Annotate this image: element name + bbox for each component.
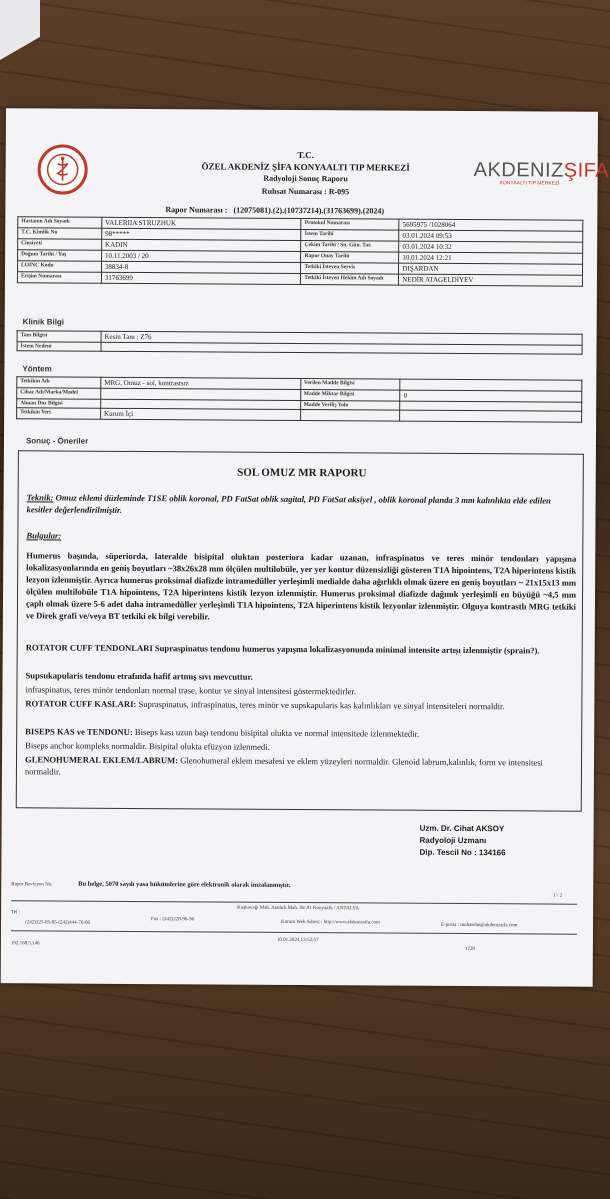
cell-label: Tanı Bilgisi — [17, 331, 101, 343]
biceps-label: BISEPS KAS ve TENDONU: — [25, 726, 133, 737]
exam-location: Kurum İçi — [101, 408, 301, 420]
cell-label: Protokol Numarası — [301, 218, 399, 230]
e-signature-notice: Bu belge, 5070 sayılı yasa hükümlerine göre elektronik olarak imzalanmıştır. — [78, 880, 291, 889]
cell-label: İstem Nedeni — [17, 342, 101, 352]
signature-block — [419, 823, 505, 860]
approval-date: 10.01.2024 12:21 — [399, 252, 583, 264]
footer-divider — [11, 900, 577, 904]
printed-date: 10.01.2024 13:52:57 — [276, 937, 319, 944]
background-paper — [0, 0, 40, 60]
method-table — [16, 376, 582, 422]
page-number: 1 / 2 — [553, 893, 563, 899]
cell-label: Tetkikin Yeri — [17, 408, 101, 420]
result-box — [16, 450, 584, 811]
cell-label: Cihaz Adı/Marka/Model — [17, 388, 101, 400]
cell-label: Tetkiki İsteyen Servis — [301, 262, 399, 274]
cell-label: Çekim Tarihi / Sn. Gün. Tar. — [301, 240, 399, 252]
brand-subtitle: KONYAALTI TIP MERKEZİ — [499, 180, 560, 187]
report-document — [1, 108, 610, 987]
cell-label: Madde Miktar Bilgisi — [300, 389, 400, 401]
findings-text: Humerus başında, süperiorda, lateralde bisipital oluktan posteriora kadar uzanan, infraspinatus ve teres minör tendonları yapışma lokalizasyonlarında en geniş boyutları ~38x26x28 mm ölçülen multilobüle, yer yer kontur düzensizliği gösteren T1A hipointens, T2A hiperintens kistik lezyon izlenmiştir. Ayrıca humerus proksimal diafizde intramedüller yerleşimli medialde daha ağırlıklı olmak üzere en geniş boyutları ~ 21x15x13 mm ölçülen multilobüle T1A hipointens, T2A hiperintens kistik lezyon izlenmiştir. Humerus proksimal diafizde dağınık yerleşimli en büyüğü ~4,5 mm çaplı olmak üzere 5-6 adet daha intramedüller yerleşimli T1A hipointens, T2A hiperintens kistik lezyonlar izlenmiştir. Olguya kontrastlı MRG tetkiki ve Direk grafi ve/veya BT tetkiki ek bilgi verebilir. — [25, 550, 577, 622]
substance-amount: 0 — [400, 390, 582, 402]
license-label: Ruhsat Numarası : — [261, 186, 327, 197]
result-section-title: Sonuç - Öneriler — [25, 436, 89, 446]
gender: KADIN — [101, 239, 301, 251]
rotator-cuff-text: Supraspinatus tendonu humerus yapışma lokalizasyonunda minimal intensite artışı izlenmiştir (sprain?). — [154, 643, 540, 656]
biceps-text: Biseps kası uzun başı tendonu bisipital olukta ve normal intensitede izlenmektedir. — [134, 726, 420, 739]
cell-label: Cinsiyeti — [18, 239, 102, 251]
patient-info-table — [17, 216, 583, 286]
rotator-cuff-muscles — [25, 697, 575, 712]
revision-label: Rapor Revizyon No: — [11, 882, 53, 888]
tel-number: (242)325-05-05-(242)444-76-06 — [25, 920, 91, 926]
empty-cell — [400, 410, 582, 422]
cell-label — [300, 409, 400, 421]
cell-label: T.C. Kimlik No — [18, 228, 102, 240]
table-row — [17, 408, 582, 422]
table-row — [17, 272, 582, 286]
email-address: muhasebe@akdenizsifa.com — [460, 922, 518, 929]
ip-address: 192.168.5.146 — [10, 941, 40, 947]
infraspinatus-text: infraspinatus, teres minör tendonları normal trase, kontur ve sinyal intensitesi göstermektedirler. — [25, 684, 357, 697]
rotator-cuff-muscles-label: ROTATOR CUFF KASLARI: — [25, 698, 137, 709]
doctor-name: Uzm. Dr. Cihat AKSOY — [419, 823, 505, 834]
cell-label: İstem Tarihi — [301, 229, 399, 241]
clinical-info-title: Klinik Bilgi — [22, 317, 65, 327]
doctor-title: Radyoloji Uzmanı — [419, 835, 487, 846]
technique-text: Omuz eklemi düzleminde T1SE oblik koronal, PD FatSat oblik sagital, PD FatSat aksiyel , oblik koronal planda 3 mm kalınlıkta elde edilen kesitler değerlendirilmiştir. — [26, 492, 551, 515]
web-info: Kurum Web Adresi : http://www.akdenizsifa.com — [281, 919, 380, 926]
tel-label: Tel : — [11, 910, 21, 916]
ministry-title: T.C. — [297, 149, 314, 161]
cell-label: Erişim Numarası — [17, 272, 101, 284]
biceps-section — [25, 725, 575, 740]
request-reason-value — [101, 342, 582, 354]
rotator-cuff-muscles-text: Supraspinatus, infraspinatus, teres minör ve supskapularis kas kalınlıkları ve sinyal intensiteleri normaldir. — [138, 699, 505, 712]
loinc-code: 38834-8 — [101, 261, 301, 273]
protocol-number: 5695975 /1028064 — [399, 219, 583, 231]
diagnosis-value: Kesin Tanı : Z76 — [101, 331, 582, 345]
cell-label: Tetkiki İsteyen Hekim Adı Soyadı — [301, 273, 399, 285]
footer — [11, 880, 577, 890]
rotator-cuff-tendons — [26, 641, 576, 656]
technique-label: Teknik: — [26, 492, 54, 503]
subscapularis-text: Supsukapularis tendonu etrafında hafif artmış sıvı mevcuttur. — [25, 670, 253, 682]
license-value: R-095 — [328, 187, 350, 197]
clinical-info-table — [17, 330, 583, 354]
cell-label: Hastanın Adı Soyadı — [18, 217, 102, 229]
report-number-value: (12075081).(2).(10737214).(31763699).(2024) — [233, 205, 385, 216]
glenohumeral-section — [25, 753, 575, 780]
technique-paragraph — [27, 491, 577, 518]
web-address: http://www.akdenizsifa.com — [323, 920, 380, 926]
fax-number: (242)228-96-96 — [162, 917, 195, 923]
registration-number: Dip. Tescil No : 134166 — [419, 847, 506, 858]
cell-label: Alınan Doz Bilgisi — [17, 399, 101, 409]
report-title: SOL OMUZ MR RAPORU — [237, 466, 367, 480]
email-info: E-posta : muhasebe@akdenizsifa.com — [441, 922, 518, 929]
fax-info: Fax : (242)228-96-96 — [151, 917, 195, 923]
patient-name: VALERIIA STRUZHUK — [102, 217, 302, 229]
biceps-anchor-text: Biseps anchor kompleks normaldir. Bisipital olukta efüzyon izlenmedi. — [25, 740, 270, 752]
cell-label: Rapor Onay Tarihi — [301, 251, 399, 263]
cell-label: Madde Veriliş Yolu — [300, 400, 400, 410]
cell-label: Verilen Madde Bilgisi — [300, 378, 400, 390]
report-number — [165, 205, 384, 215]
brand-wordmark: AKDENIZŞIFA — [473, 159, 610, 182]
license-line — [125, 186, 485, 197]
footer-address: Kuşkavağı Mah. Atatürk Mah. No 81 Konyaaltı / ANTALYA — [237, 905, 360, 912]
rotator-cuff-label: ROTATOR CUFF TENDONLARI — [25, 642, 153, 654]
report-type: Radyoloji Sonuç Raporu — [263, 173, 348, 184]
method-title: Yöntem — [22, 364, 52, 374]
cell-label: LOINC Kodu — [18, 261, 102, 273]
exam-name: MRG, Omuz - sol, kontrastsız — [101, 377, 301, 389]
requesting-physician: NEDİR ATAGELDİYEV — [399, 274, 583, 286]
access-number: 31763699 — [101, 272, 301, 284]
footer-divider-2 — [11, 930, 577, 934]
cell-label: Doğum Tarihi / Yaş — [18, 250, 102, 262]
ministry-logo-icon — [37, 144, 87, 194]
glenohumeral-text: Glenohumeral eklem mesafesi ve eklem yüzeyleri normaldir. Glenoid labrum,kalınlık, form ve intensitesi normaldir. — [24, 755, 543, 777]
findings-label: Bulgular: — [26, 530, 62, 541]
cell-label: Tetkikin Adı — [17, 377, 101, 389]
id-number: 98***** — [102, 228, 302, 240]
glenohumeral-label: GLENOHUMERAL EKLEM/LABRUM: — [24, 754, 179, 766]
hospital-name: ÖZEL AKDENİZ ŞİFA KONYAALTI TIP MERKEZİ — [201, 161, 410, 173]
scan-date: 03.01.2024 10:32 — [399, 241, 583, 253]
requesting-service: DIŞARDAN — [399, 263, 583, 275]
request-date: 03.01.2024 09:53 — [399, 230, 583, 242]
hospital-logo — [473, 159, 610, 187]
report-number-label: Rapor Numarası : — [165, 205, 228, 215]
document-code: 1728 — [464, 947, 475, 953]
birth-date: 10.11.2003 / 20 — [101, 250, 301, 262]
